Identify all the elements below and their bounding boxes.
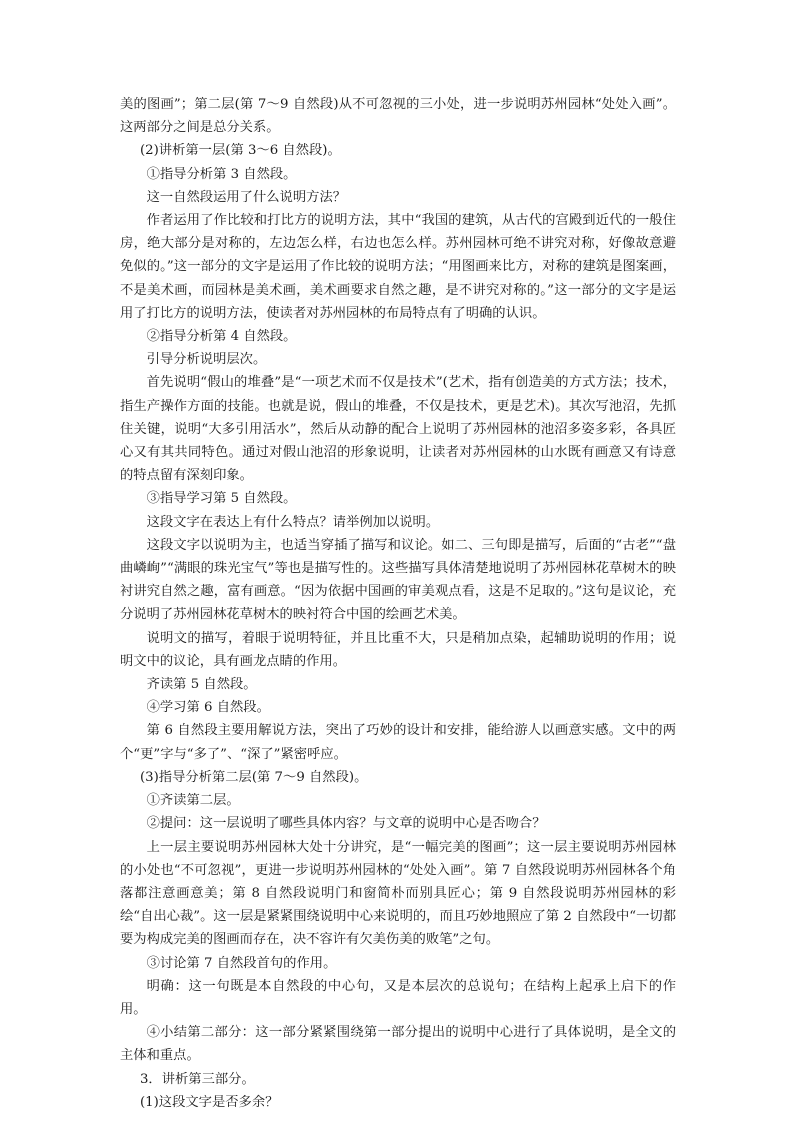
paragraph: 明确：这一句既是本自然段的中心句，又是本层次的总说句；在结构上起承上启下的作用。 <box>120 978 676 1017</box>
paragraph: 作者运用了作比较和打比方的说明方法，其中“我国的建筑，从古代的宫殿到近代的一般住房，绝大部分是对称的，左边怎么样，右边也怎么样。苏州园林可绝不讲究对称，好像故意避免似的。”这一部分的文字是运用了作比较的说明方法；“用图画来比方，对称的建筑是图案画，不是美术画，而园林是美术画，美术画要求自然之趣，是不讲究对称的。”这一部分的文字是运用了打比方的说明方法，使读者对苏州园林的布局特点有了明确的认识。 <box>120 213 676 321</box>
section-heading: 3．讲析第三部分。 <box>139 1071 255 1087</box>
paragraph: (2)讲析第一层(第 3～6 自然段)。 <box>139 143 341 159</box>
paragraph: 首先说明“假山的堆叠”是“一项艺术而不仅是技术”(艺术，指有创造美的方式方法；技术，指生产操作方面的技能。也就是说，假山的堆叠，不仅是技术，更是艺术)。其次写池沼，先抓住关键，说明“大多引用活水”，然后从动静的配合上说明了苏州园林的池沼多姿多彩，各具匠心又有其共同特色。通过对假山池沼的形象说明，让读者对苏州园林的山水既有画意又有诗意的特点留有深刻印象。 <box>120 375 676 484</box>
paragraph: 这段文字在表达上有什么特点？请举例加以说明。 <box>146 514 440 530</box>
paragraph: 上一层主要说明苏州园林大处十分讲究，是“一幅完美的图画”；这一层主要说明苏州园林的小处也“不可忽视”，更进一步说明苏州园林的“处处入画”。第 7 自然段说明苏州园林各个角落都注意画意美；第 8 自然段说明门和窗简朴而别具匠心；第 9 自然段说明苏州园林的彩绘“自出心裁”。这一层是紧紧围绕说明中心来说明的，而且巧妙地照应了第 2 自然段中“一切都要为构成完美的图画而存在，决不容许有欠美伤美的败笔”之句。 <box>120 839 676 948</box>
paragraph: ②提问：这一层说明了哪些具体内容？与文章的说明中心是否吻合？ <box>146 816 546 832</box>
paragraph: 第 6 自然段主要用解说方法，突出了巧妙的设计和安排，能给游人以画意实感。文中的两个“更”字与“多了”、“深了”紧密呼应。 <box>120 723 676 762</box>
paragraph: (3)指导分析第二层(第 7～9 自然段)。 <box>139 769 368 785</box>
paragraph: 说明文的描写，着眼于说明特征，并且比重不大，只是稍加点染，起辅助说明的作用；说明文中的议论，具有画龙点睛的作用。 <box>120 630 676 669</box>
paragraph: ④小结第二部分：这一部分紧紧围绕第一部分提出的说明中心进行了具体说明，是全文的主体和重点。 <box>120 1025 676 1064</box>
paragraph: 这段文字以说明为主，也适当穿插了描写和议论。如二、三句即是描写，后面的“古老”“盘曲嶙峋”“满眼的珠光宝气”等也是描写性的。这些描写具体清楚地说明了苏州园林花草树木的映衬讲究自然之趣，富有画意。“因为依据中国画的审美观点看，这是不足取的。”这句是议论，充分说明了苏州园林花草树木的映衬符合中国的绘画艺术美。 <box>120 537 676 623</box>
document-page <box>120 93 676 1114</box>
paragraph: ①齐读第二层。 <box>146 793 240 809</box>
paragraph: (1)这段文字是否多余？ <box>139 1094 279 1110</box>
paragraph: ④学习第 6 自然段。 <box>146 700 270 716</box>
paragraph: 美的图画”；第二层(第 7～9 自然段)从不可忽视的三小处，进一步说明苏州园林“处处入画”。这两部分之间是总分关系。 <box>120 97 676 136</box>
paragraph: 这一自然段运用了什么说明方法？ <box>146 189 347 205</box>
paragraph: ②指导分析第 4 自然段。 <box>146 329 297 345</box>
paragraph: 齐读第 5 自然段。 <box>146 677 257 693</box>
paragraph: ③指导学习第 5 自然段。 <box>146 491 297 507</box>
paragraph: ①指导分析第 3 自然段。 <box>146 166 297 182</box>
paragraph: ③讨论第 7 自然段首句的作用。 <box>146 955 337 971</box>
paragraph: 引导分析说明层次。 <box>146 352 267 368</box>
